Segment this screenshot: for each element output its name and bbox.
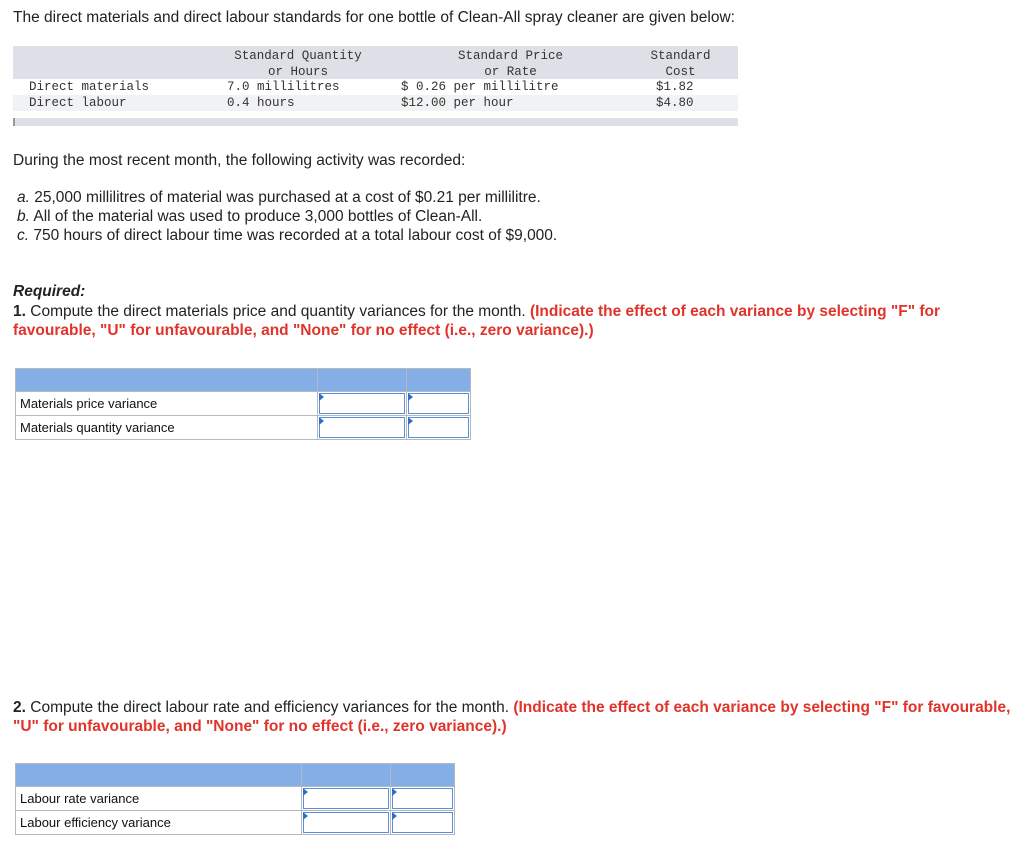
labour-efficiency-variance-effect-select[interactable]: [391, 811, 455, 835]
header-standard-price: Standard Price or Rate: [457, 49, 564, 79]
row-cost: $1.82: [656, 80, 694, 94]
materials-price-variance-effect-select[interactable]: [407, 392, 471, 416]
materials-variance-table: [15, 368, 471, 440]
table-row: [16, 416, 471, 440]
labour-efficiency-variance-label: Labour efficiency variance: [16, 811, 302, 835]
activity-intro: During the most recent month, the following activity was recorded:: [13, 152, 466, 169]
intro-text: The direct materials and direct labour standards for one bottle of Clean-All spray cleaner are given below:: [13, 9, 735, 26]
table-row: [16, 392, 471, 416]
row-price: $ 0.26 per millilitre: [401, 80, 559, 94]
standards-row-labour: [13, 95, 738, 111]
table-row: [16, 787, 455, 811]
row-label: Direct labour: [29, 96, 127, 110]
materials-quantity-variance-effect-select[interactable]: [407, 416, 471, 440]
standards-header: [13, 46, 738, 79]
labour-rate-variance-amount-input[interactable]: [302, 787, 391, 811]
question-1: 1. Compute the direct materials price and quantity variances for the month. (Indicate the effect of each variance by selecting "F" for favourable, "U" for unfavourable, and "None" for no effect (i.e., zero variance).): [13, 303, 941, 339]
materials-price-variance-label: Materials price variance: [16, 392, 318, 416]
materials-quantity-variance-label: Materials quantity variance: [16, 416, 318, 440]
required-heading: Required:: [13, 283, 86, 300]
materials-quantity-variance-amount-input[interactable]: [318, 416, 407, 440]
row-label: Direct materials: [29, 80, 150, 94]
table-header-row: [16, 764, 455, 787]
labour-efficiency-variance-amount-input[interactable]: [302, 811, 391, 835]
question-1-note: (Indicate the effect of each variance by selecting "F" for favourable, "U" for unfavourable, and "None" for no effect (i.e., zero variance).): [13, 303, 941, 339]
activity-item-b: b. All of the material was used to produce 3,000 bottles of Clean-All.: [17, 208, 483, 225]
activity-item-c: c. 750 hours of direct labour time was recorded at a total labour cost of $9,000.: [17, 227, 558, 244]
question-2: 2. Compute the direct labour rate and efficiency variances for the month. (Indicate the effect of each variance by selecting "F" for favourable, "U" for unfavourable, and "None" for no effect (i.e., zero variance).): [13, 699, 1011, 735]
row-price: $12.00 per hour: [401, 96, 514, 110]
question-2-note: (Indicate the effect of each variance by selecting "F" for favourable, "U" for unfavourable, and "None" for no effect (i.e., zero variance).): [13, 699, 1011, 735]
table-row: [16, 811, 455, 835]
row-cost: $4.80: [656, 96, 694, 110]
labour-variance-table: [15, 763, 455, 835]
row-quantity: 7.0 millilitres: [227, 80, 340, 94]
table-header-row: [16, 369, 471, 392]
standards-row-materials: [13, 79, 738, 95]
header-standard-quantity: Standard Quantity or Hours: [234, 49, 362, 79]
labour-rate-variance-effect-select[interactable]: [391, 787, 455, 811]
labour-rate-variance-label: Labour rate variance: [16, 787, 302, 811]
standards-footer-bar: [13, 118, 738, 126]
activity-item-a: a. 25,000 millilitres of material was purchased at a cost of $0.21 per millilitre.: [17, 189, 541, 206]
header-standard-cost: Standard Cost: [650, 49, 711, 79]
materials-price-variance-amount-input[interactable]: [318, 392, 407, 416]
row-quantity: 0.4 hours: [227, 96, 295, 110]
standards-table: [13, 46, 738, 111]
